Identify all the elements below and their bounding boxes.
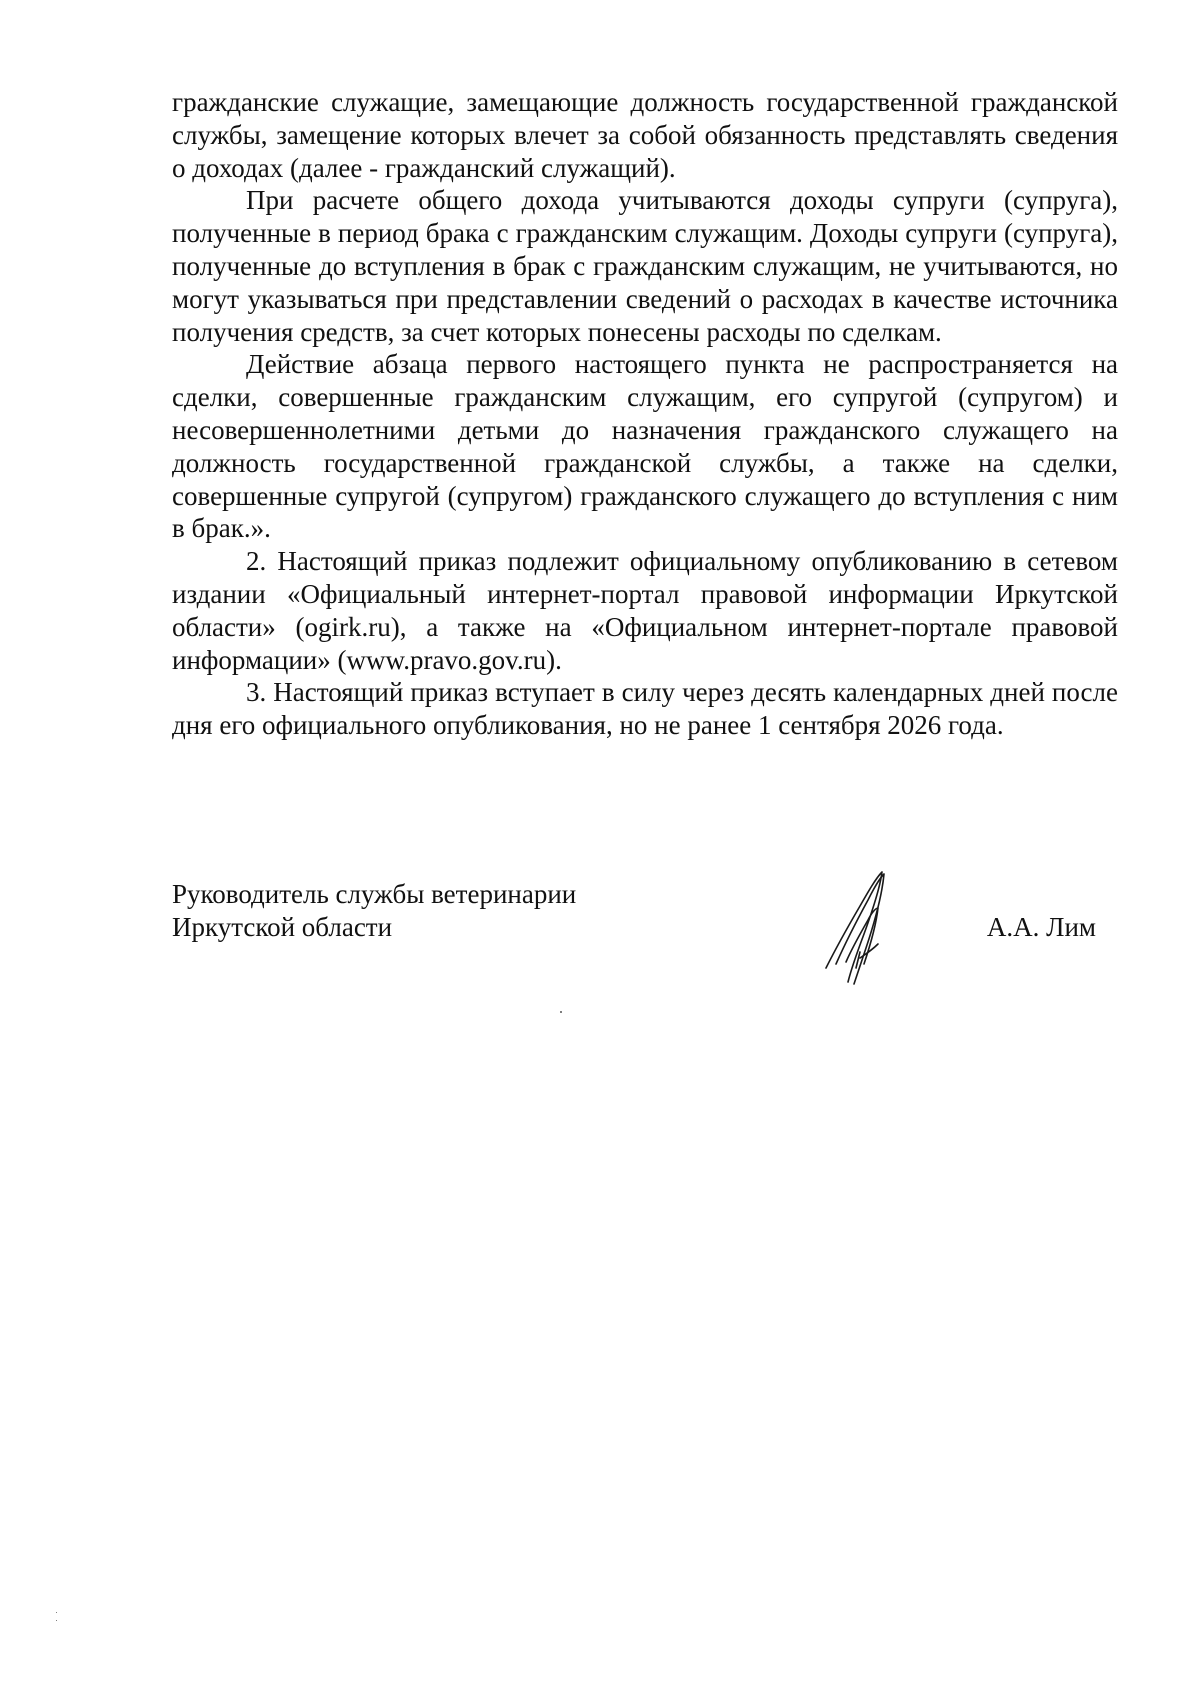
- paragraph-effective-date: 3. Настоящий приказ вступает в силу через десять календарных дней после дня его официального опубликования, но не ранее 1 сентября 2026 года.: [172, 677, 1118, 741]
- signature-block: [172, 878, 1118, 998]
- paragraph-continuation: гражданские служащие, замещающие должность государственной гражданской службы, замещение которых влечет за собой обязанность представлять сведения о доходах (далее - гражданский служащий).: [172, 87, 1118, 183]
- scan-speck: [56, 1620, 57, 1621]
- paragraph-exception: Действие абзаца первого настоящего пункта не распространяется на сделки, совершенные гражданским служащим, его супругой (супругом) и несовершеннолетними детьми до назначения гражданского служащего на должность государственной гражданской службы, а также на сделки, совершенные супругой (супругом) гражданского служащего до вступления с ним в брак.».: [172, 349, 1118, 544]
- signatory-name: А.А. Лим: [986, 912, 1096, 942]
- paragraph-income-calculation: При расчете общего дохода учитываются доходы супруги (супруга), полученные в период брака с гражданским служащим. Доходы супруги (супруга), полученные до вступления в брак с гражданским служащим, не учитываются, но могут указываться при представлении сведений о расходах в качестве источника получения средств, за счет которых понесены расходы по сделкам.: [172, 185, 1118, 347]
- handwritten-signature: [820, 868, 900, 988]
- document-body: [172, 86, 1118, 742]
- signatory-position-line-2: Иркутской области: [172, 912, 393, 942]
- scan-speck: [560, 1011, 562, 1013]
- scan-speck: [56, 1612, 57, 1613]
- signatory-position-line-1: Руководитель службы ветеринарии: [172, 879, 577, 909]
- paragraph-publication: 2. Настоящий приказ подлежит официальному опубликованию в сетевом издании «Официальный интернет-портал правовой информации Иркутской области» (ogirk.ru), а также на «Официальном интернет-портале правовой информации» (www.pravo.gov.ru).: [172, 546, 1118, 675]
- signatory-position: [172, 878, 576, 944]
